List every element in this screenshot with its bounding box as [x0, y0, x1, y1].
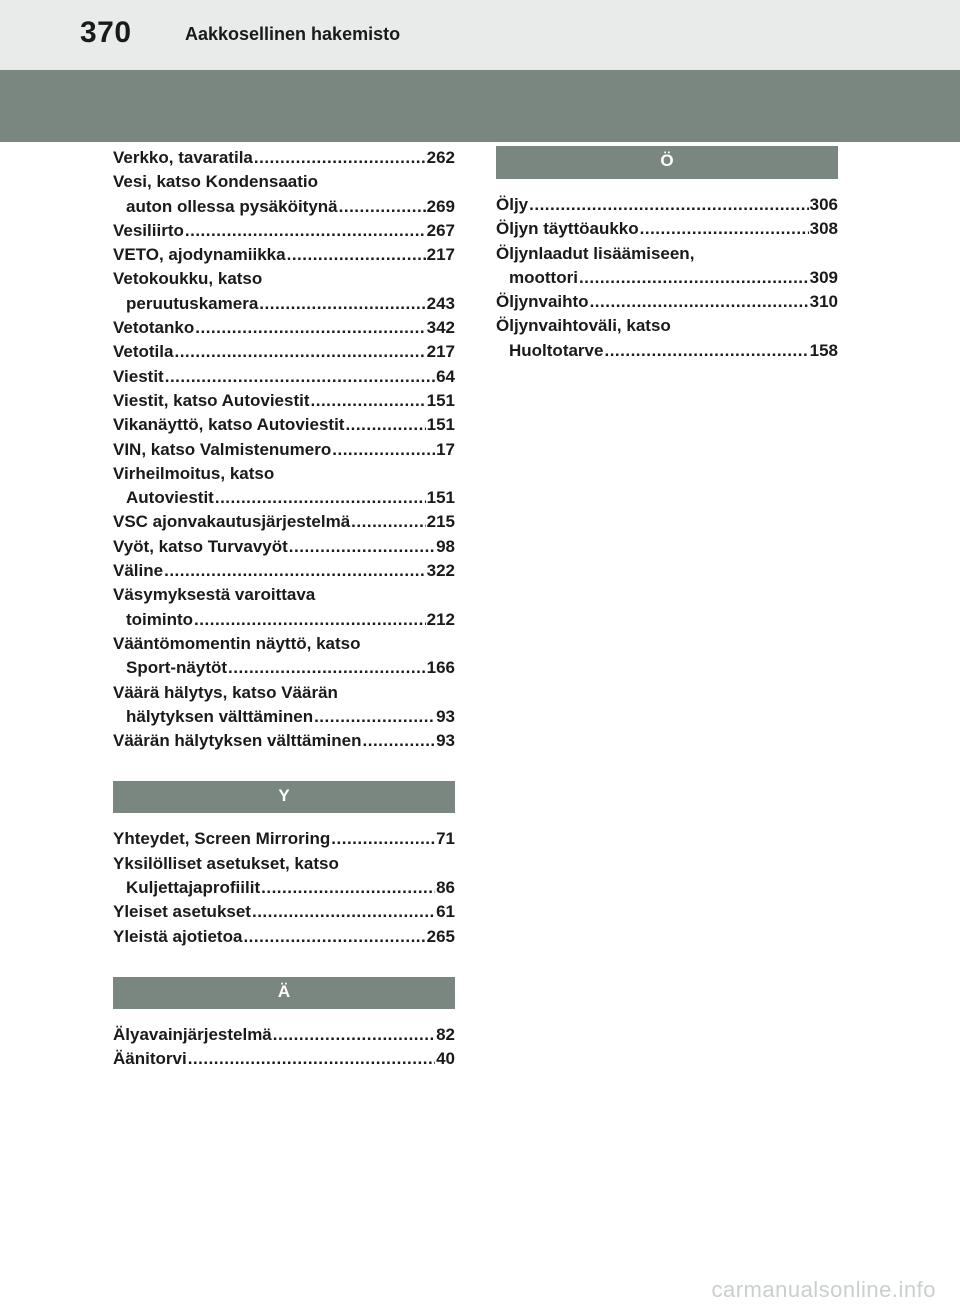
index-entry-text: peruutuskamera	[126, 293, 259, 313]
index-entry	[113, 827, 455, 851]
index-entry	[113, 389, 455, 413]
index-entry-text: Yhteydet, Screen Mirroring	[113, 829, 331, 849]
leader-dots	[351, 510, 425, 534]
leader-dots	[215, 486, 426, 510]
index-entry: Väsymyksestä varoittava	[113, 585, 316, 605]
leader-dots	[640, 217, 809, 241]
page-number: 370	[80, 16, 132, 49]
leader-dots	[254, 146, 426, 170]
entries-v	[113, 146, 455, 753]
index-entry-page: 93	[436, 706, 455, 726]
index-entry-page: 82	[436, 1024, 455, 1044]
index-entry-page: 310	[809, 292, 838, 312]
index-entry-text: Viestit	[113, 366, 164, 386]
index-entry-text: Öljyn täyttöaukko	[496, 219, 639, 239]
leader-dots	[164, 559, 426, 583]
index-entry-page: 93	[436, 731, 455, 751]
index-entry	[113, 1047, 455, 1071]
index-entry-text: VETO, ajodynamiikka	[113, 245, 286, 265]
leader-dots	[174, 340, 425, 364]
leader-dots	[604, 339, 808, 363]
index-entry-text: Vesiliirto	[113, 220, 184, 240]
index-entry-text: Vetotila	[113, 342, 174, 362]
leader-dots	[194, 608, 426, 632]
index-entry	[113, 900, 455, 924]
index-entry-text: Verkko, tavaratila	[113, 148, 253, 167]
right-column	[496, 146, 838, 363]
index-entry	[113, 292, 455, 316]
index-entry	[113, 876, 455, 900]
index-entry-text: Älyavainjärjestelmä	[113, 1024, 272, 1044]
index-entry: Yksilölliset asetukset, katso	[113, 853, 339, 873]
index-entry-page: 309	[809, 267, 838, 287]
index-entry-text: VSC ajonvakautusjärjestelmä	[113, 512, 351, 532]
index-entry-text: toiminto	[126, 609, 194, 629]
index-entry-page: 215	[426, 512, 455, 532]
leader-dots	[228, 656, 426, 680]
index-entry-page: 71	[436, 829, 455, 849]
index-entry	[113, 510, 455, 534]
leader-dots	[165, 365, 435, 389]
page-header	[0, 0, 960, 70]
index-entry-page: 166	[426, 658, 455, 678]
index-entry-page: 322	[426, 561, 455, 581]
index-entry	[113, 729, 455, 753]
index-entry	[113, 608, 455, 632]
index-entry	[496, 290, 838, 314]
index-entry-page: 212	[426, 609, 455, 629]
index-entry-text: Öljy	[496, 195, 529, 214]
index-entry-text: hälytyksen välttäminen	[126, 706, 314, 726]
index-entry-text: Väline	[113, 561, 164, 581]
index-entry-page: 151	[426, 415, 455, 435]
index-entry	[113, 195, 455, 219]
index-entry: Öljynvaihtoväli, katso	[496, 316, 671, 336]
index-entry-page: 217	[426, 245, 455, 265]
watermark-text: carmanualsonline.info	[711, 1277, 936, 1302]
left-column	[113, 146, 455, 1072]
leader-dots	[311, 389, 426, 413]
header-title: Aakkosellinen hakemisto	[185, 24, 401, 44]
entries-y	[113, 827, 455, 948]
index-entry-page: 267	[426, 220, 455, 240]
section-header-y: Y	[113, 781, 455, 813]
leader-dots	[273, 1023, 435, 1047]
index-entry	[113, 340, 455, 364]
section-header-oe: Ö	[496, 146, 838, 179]
index-entry-text: Vyöt, katso Turvavyöt	[113, 536, 288, 556]
index-entry-text: Väärän hälytyksen välttäminen	[113, 731, 362, 751]
index-entry-page: 40	[436, 1049, 455, 1069]
index-entry	[113, 316, 455, 340]
index-entry-text: VIN, katso Valmistenumero	[113, 439, 332, 459]
index-entry	[113, 1023, 455, 1047]
leader-dots	[188, 1047, 435, 1071]
index-entry	[113, 486, 455, 510]
index-entry	[496, 266, 838, 290]
header-band	[0, 70, 960, 142]
leader-dots	[185, 219, 426, 243]
leader-dots	[345, 413, 425, 437]
watermark	[0, 1268, 960, 1304]
index-entry	[113, 438, 455, 462]
leader-dots	[314, 705, 435, 729]
index-entry: Vesi, katso Kondensaatio	[113, 172, 319, 192]
index-entry-text: Vikanäyttö, katso Autoviestit	[113, 415, 345, 435]
index-entry	[113, 146, 455, 170]
index-entry-page: 265	[426, 926, 455, 946]
index-entry-page: 158	[809, 340, 838, 360]
leader-dots	[332, 438, 435, 462]
leader-dots	[287, 243, 426, 267]
index-entry-text: Yleiset asetukset	[113, 902, 251, 922]
index-entry	[113, 243, 455, 267]
index-entry-page: 308	[809, 219, 838, 239]
index-entry: Väärä hälytys, katso Väärän	[113, 682, 338, 702]
index-entry-page: 98	[436, 536, 455, 556]
entries-ae	[113, 1023, 455, 1072]
index-entry: Vetokoukku, katso	[113, 269, 263, 289]
leader-dots	[252, 900, 435, 924]
index-entry	[496, 339, 838, 363]
leader-dots	[363, 729, 436, 753]
index-entry-page: 86	[436, 878, 455, 898]
index-entry-text: auton ollessa pysäköitynä	[126, 196, 338, 216]
index-entry-text: Autoviestit	[126, 488, 214, 508]
index-entry: Virheilmoitus, katso	[113, 463, 275, 483]
index-entry-text: Yleistä ajotietoa	[113, 926, 243, 946]
index-entry	[113, 535, 455, 559]
index-entry-page: 243	[426, 293, 455, 313]
index-entry-page: 17	[436, 439, 455, 459]
index-entry-text: Öljynvaihto	[496, 292, 589, 312]
index-entry	[113, 365, 455, 389]
index-entry	[113, 656, 455, 680]
index-entry: Öljynlaadut lisäämiseen,	[496, 243, 695, 263]
leader-dots	[331, 827, 435, 851]
index-entry-text: Kuljettajaprofiilit	[126, 878, 261, 898]
index-entry-text: Huoltotarve	[509, 340, 604, 360]
index-entry-text: Äänitorvi	[113, 1049, 187, 1069]
leader-dots	[261, 876, 435, 900]
index-entry-page: 269	[426, 196, 455, 216]
index-entry: Vääntömomentin näyttö, katso	[113, 633, 361, 653]
index-entry-text: Viestit, katso Autoviestit	[113, 390, 310, 410]
entries-oe	[496, 193, 838, 363]
index-entry	[113, 559, 455, 583]
index-entry	[496, 217, 838, 241]
leader-dots	[289, 535, 435, 559]
section-header-ae: Ä	[113, 977, 455, 1009]
leader-dots	[259, 292, 425, 316]
index-entry-page: 151	[426, 488, 455, 508]
index-entry	[113, 413, 455, 437]
index-entry-text: Sport-näytöt	[126, 658, 228, 678]
index-entry-page: 306	[809, 195, 838, 214]
index-entry-text: moottori	[509, 267, 578, 287]
leader-dots	[590, 290, 809, 314]
leader-dots	[579, 266, 809, 290]
index-entry-text: Vetotanko	[113, 318, 195, 338]
index-entry	[113, 705, 455, 729]
index-entry-page: 217	[426, 342, 455, 362]
leader-dots	[529, 193, 809, 217]
index-entry-page: 151	[426, 390, 455, 410]
index-entry	[113, 219, 455, 243]
leader-dots	[195, 316, 425, 340]
leader-dots	[339, 195, 426, 219]
index-entry	[113, 925, 455, 949]
index-entry	[496, 193, 838, 217]
leader-dots	[243, 925, 425, 949]
index-entry-page: 64	[436, 366, 455, 386]
index-entry-page: 262	[426, 148, 455, 167]
index-entry-page: 342	[426, 318, 455, 338]
index-entry-page: 61	[436, 902, 455, 922]
